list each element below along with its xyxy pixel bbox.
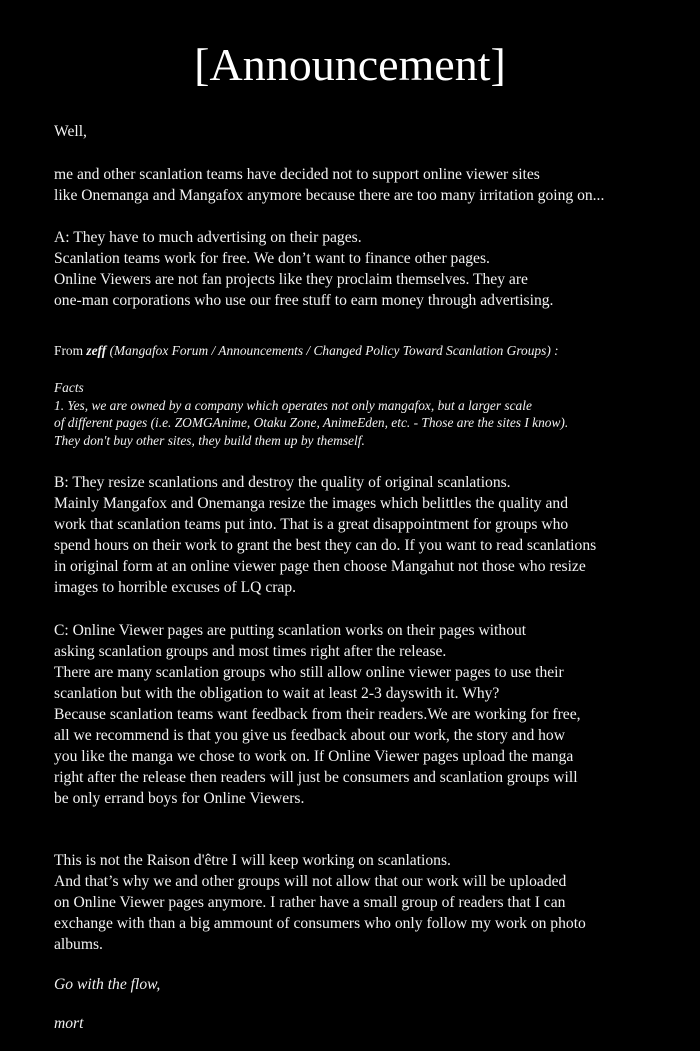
section-a-line: Scanlation teams work for free. We don’t want to finance other pages. (54, 250, 490, 267)
section-c-line: Because scanlation teams want feedback from their readers.We are working for free, (54, 706, 581, 723)
intro-line: like Onemanga and Mangafox anymore because there are too many irritation going on... (54, 187, 605, 204)
quote-prefix: From (54, 343, 87, 358)
quote-line: 1. Yes, we are owned by a company which operates not only mangafox, but a larger scale (54, 397, 532, 413)
section-c-line: C: Online Viewer pages are putting scanlation works on their pages without (54, 622, 527, 639)
quote-attribution (54, 342, 694, 360)
section-c-line: asking scanlation groups and most times right after the release. (54, 643, 447, 660)
section-c-line: you like the manga we chose to work on. If Online Viewer pages upload the manga (54, 748, 574, 765)
section-c-paragraph (54, 620, 694, 809)
section-c-line: be only errand boys for Online Viewers. (54, 790, 305, 807)
intro-line: me and other scanlation teams have decided not to support online viewer sites (54, 166, 540, 183)
section-b-line: Mainly Mangafox and Onemanga resize the images which belittles the quality and (54, 495, 569, 512)
section-b-line: images to horrible excuses of LQ crap. (54, 579, 297, 596)
signoff: Go with the flow, (54, 976, 161, 993)
closing-paragraph (54, 850, 694, 955)
section-b-paragraph (54, 472, 694, 598)
section-c-line: scanlation but with the obligation to wait at least 2-3 dayswith it. Why? (54, 685, 500, 702)
section-c-line: right after the release then readers will just be consumers and scanlation groups will (54, 769, 578, 786)
section-b-line: in original form at an online viewer page then choose Mangahut not those who resize (54, 558, 586, 575)
signature: mort (54, 1015, 84, 1032)
greeting-text: Well, (54, 123, 87, 140)
section-b-line: B: They resize scanlations and destroy the quality of original scanlations. (54, 474, 511, 491)
closing-line: And that’s why we and other groups will not allow that our work will be uploaded (54, 873, 567, 890)
closing-line: exchange with than a big ammount of consumers who only follow my work on photo (54, 915, 586, 932)
quote-block (54, 379, 694, 449)
quote-source: (Mangafox Forum / Announcements / Changed Policy Toward Scanlation Groups) : (106, 343, 559, 358)
closing-line: on Online Viewer pages anymore. I rather have a small group of readers that I can (54, 894, 566, 911)
section-a-line: A: They have to much advertising on their pages. (54, 229, 362, 246)
closing-line: albums. (54, 936, 103, 953)
section-a-line: one-man corporations who use our free stuff to earn money through advertising. (54, 292, 554, 309)
section-a-paragraph (54, 227, 694, 311)
greeting (54, 121, 694, 142)
closing-line: This is not the Raison d'être I will keep working on scanlations. (54, 852, 451, 869)
quote-line: They don't buy other sites, they build them up by themself. (54, 432, 365, 448)
section-c-line: all we recommend is that you give us feedback about our work, the story and how (54, 727, 565, 744)
section-b-line: spend hours on their work to grant the best they can do. If you want to read scanlations (54, 537, 597, 554)
quote-author: zeff (86, 343, 107, 358)
page-title: [Announcement] (194, 39, 506, 90)
section-c-line: There are many scanlation groups who still allow online viewer pages to use their (54, 664, 564, 681)
intro-paragraph (54, 164, 694, 206)
quote-line: Facts (54, 380, 84, 395)
section-a-line: Online Viewers are not fan projects like they proclaim themselves. They are (54, 271, 528, 288)
section-b-line: work that scanlation teams put into. That is a great disappointment for groups who (54, 516, 569, 533)
quote-line: of different pages (i.e. ZOMGAnime, Otaku Zone, AnimeEden, etc. - Those are the sites I know). (54, 415, 569, 430)
